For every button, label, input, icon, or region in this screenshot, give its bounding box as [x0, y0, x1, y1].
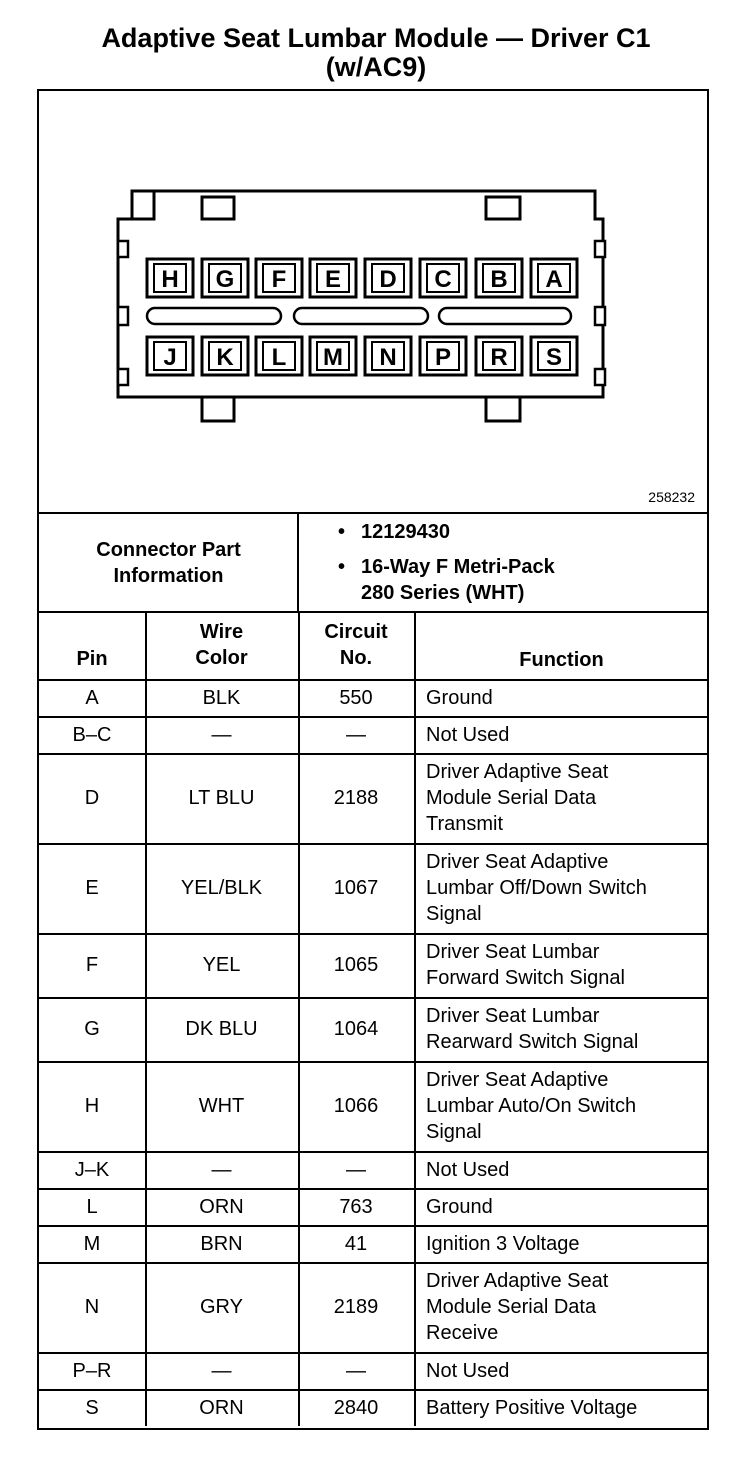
function-text	[426, 1194, 493, 1220]
cell-function	[414, 1151, 709, 1188]
header-wire-color	[145, 619, 298, 671]
cell-circuit-no: 2189	[333, 1296, 379, 1318]
diagram-number: 258232	[648, 489, 695, 505]
header-wire-line2: Color	[195, 647, 248, 669]
cell-wire-color: WHT	[198, 1095, 245, 1117]
function-line: Not Used	[426, 1158, 510, 1181]
cell-function	[414, 1352, 709, 1389]
pin-label-s: S	[545, 344, 563, 371]
function-line: Rearward Switch Signal	[426, 1031, 639, 1053]
cell-function	[414, 1389, 709, 1426]
cell-circuit-no: 1066	[333, 1095, 379, 1117]
cell-circuit-no: —	[346, 723, 366, 746]
pin-cavities	[147, 259, 577, 375]
cell-pin: N	[84, 1296, 100, 1318]
header-circuit-line2: No.	[339, 647, 373, 669]
cell-wire-color: ORN	[199, 1195, 244, 1218]
pin-label-r: R	[490, 344, 508, 371]
function-line: Driver Seat Adaptive	[426, 851, 609, 873]
pin-label-j: J	[163, 344, 177, 371]
cell-circuit-no: 763	[339, 1195, 373, 1218]
bullet-icon: •	[338, 521, 346, 543]
side-nub-right-2	[595, 307, 605, 325]
cell-circuit-no: 41	[344, 1232, 368, 1255]
rib-slot-1	[147, 308, 281, 324]
function-line: Not Used	[426, 1359, 510, 1382]
pin-label-e: E	[324, 266, 342, 293]
rib-slot-2	[294, 308, 428, 324]
connector-info-item-part	[335, 519, 555, 545]
rib-slot-3	[439, 308, 571, 324]
side-nub-right-3	[595, 369, 605, 385]
header-pin: Pin	[76, 648, 108, 670]
pin-label-h: H	[161, 266, 179, 293]
cell-pin: A	[85, 686, 99, 709]
cell-circuit-no: 550	[339, 686, 373, 709]
cell-function	[414, 1225, 709, 1262]
cell-wire-color: —	[211, 1158, 232, 1181]
cell-function	[414, 1061, 709, 1151]
side-nub-left-3	[118, 369, 128, 385]
cell-pin: H	[84, 1095, 100, 1117]
pin-label-k: K	[216, 344, 234, 371]
function-text	[426, 939, 625, 991]
function-line: Driver Adaptive Seat	[426, 761, 609, 783]
column-divider	[145, 611, 147, 1426]
top-tab-left	[202, 197, 234, 219]
function-line: Not Used	[426, 723, 510, 746]
cell-wire-color: —	[211, 1359, 232, 1382]
function-text	[426, 1067, 636, 1145]
function-line: Transmit	[426, 813, 504, 835]
cell-pin: M	[83, 1232, 101, 1255]
cell-pin: S	[85, 1396, 99, 1419]
cell-function	[414, 716, 709, 753]
pin-label-p: P	[434, 344, 452, 371]
column-divider	[298, 611, 300, 1426]
side-nub-left-2	[118, 307, 128, 325]
connector-info-item-type	[335, 554, 555, 606]
cell-wire-color: DK BLU	[185, 1018, 258, 1040]
connector-type-line1: 16-Way F Metri-Pack	[361, 556, 555, 578]
function-line: Signal	[426, 903, 482, 925]
function-line: Module Serial Data	[426, 787, 597, 809]
cell-wire-color: GRY	[200, 1296, 243, 1318]
cell-function	[414, 933, 709, 997]
pin-label-g: G	[215, 266, 235, 293]
connector-info-label-line1: Connector Part	[96, 539, 241, 561]
function-text	[426, 1268, 608, 1346]
header-function: Function	[519, 649, 604, 671]
page-subtitle: (w/AC9)	[325, 52, 427, 82]
cell-wire-color: ORN	[199, 1396, 244, 1419]
header-circuit-no	[298, 619, 414, 671]
cell-wire-color: YEL	[202, 954, 241, 976]
divider-diagram	[39, 512, 707, 514]
cell-circuit-no: 1065	[333, 954, 379, 976]
function-line: Battery Positive Voltage	[426, 1396, 638, 1419]
connector-info-label-line2: Information	[113, 565, 224, 587]
pin-label-n: N	[379, 344, 397, 371]
cell-wire-color: BRN	[200, 1232, 243, 1255]
function-line: Lumbar Auto/On Switch	[426, 1095, 637, 1117]
cell-function	[414, 843, 709, 933]
divider-cpi-bottom	[39, 611, 707, 613]
pin-label-d: D	[379, 266, 397, 293]
function-line: Forward Switch Signal	[426, 967, 625, 989]
function-text	[426, 685, 493, 711]
pin-label-a: A	[545, 266, 563, 293]
cell-pin: B–C	[72, 723, 112, 746]
cell-pin: J–K	[74, 1158, 110, 1181]
column-divider	[414, 611, 416, 1426]
cell-function	[414, 679, 709, 716]
latch-step	[132, 191, 154, 219]
function-line: Ground	[426, 1195, 493, 1218]
function-text	[426, 1358, 509, 1384]
cell-circuit-no: 2188	[333, 787, 379, 809]
connector-type-line2: 280 Series (WHT)	[361, 582, 525, 604]
side-nub-right-1	[595, 241, 605, 257]
header-circuit-line1: Circuit	[324, 621, 388, 643]
bottom-tab-right	[486, 397, 520, 421]
connector-info-label	[39, 537, 298, 589]
cell-pin: D	[84, 787, 100, 809]
function-text	[426, 759, 608, 837]
function-line: Module Serial Data	[426, 1296, 597, 1318]
function-line: Ground	[426, 686, 493, 709]
cell-circuit-no: —	[346, 1359, 366, 1382]
cell-function	[414, 753, 709, 843]
bullet-icon: •	[338, 556, 346, 578]
cell-circuit-no: 1067	[333, 877, 379, 899]
function-line: Receive	[426, 1322, 499, 1344]
cell-wire-color: BLK	[202, 686, 241, 709]
function-line: Lumbar Off/Down Switch	[426, 877, 647, 899]
cell-pin: L	[86, 1195, 98, 1218]
function-text	[426, 1157, 509, 1183]
function-line: Signal	[426, 1121, 482, 1143]
function-text	[426, 722, 509, 748]
function-line: Driver Seat Adaptive	[426, 1069, 609, 1091]
pin-label-f: F	[271, 266, 287, 293]
cell-wire-color: —	[211, 723, 232, 746]
cell-pin: F	[85, 954, 99, 976]
cell-pin: P–R	[72, 1359, 112, 1382]
cell-pin: G	[84, 1018, 100, 1040]
cell-function	[414, 1262, 709, 1352]
connector-sheet	[37, 89, 709, 1430]
connector-diagram	[39, 91, 707, 515]
pin-label-m: M	[323, 344, 343, 371]
top-tab-right	[486, 197, 520, 219]
function-text	[426, 1003, 638, 1055]
cell-function	[414, 1188, 709, 1225]
page-title: Adaptive Seat Lumbar Module — Driver C1	[101, 23, 651, 53]
cell-wire-color: YEL/BLK	[180, 877, 263, 899]
cell-circuit-no: —	[346, 1158, 366, 1181]
cell-wire-color: LT BLU	[188, 787, 255, 809]
cell-circuit-no: 1064	[333, 1018, 379, 1040]
side-nub-left-1	[118, 241, 128, 257]
function-text	[426, 1395, 637, 1421]
part-number: 12129430	[361, 521, 450, 543]
pin-label-b: B	[490, 266, 508, 293]
function-text	[426, 849, 647, 927]
pin-label-c: C	[434, 266, 452, 293]
bottom-tab-left	[202, 397, 234, 421]
function-line: Driver Seat Lumbar	[426, 941, 600, 963]
function-text	[426, 1231, 579, 1257]
header-wire-line1: Wire	[199, 621, 244, 643]
function-line: Driver Seat Lumbar	[426, 1005, 600, 1027]
function-line: Ignition 3 Voltage	[426, 1232, 580, 1255]
cell-pin: E	[85, 877, 99, 899]
pin-label-l: L	[271, 344, 287, 371]
function-line: Driver Adaptive Seat	[426, 1270, 609, 1292]
connector-info-list	[335, 519, 555, 606]
cell-circuit-no: 2840	[333, 1396, 379, 1419]
cell-function	[414, 997, 709, 1061]
connector-face-drawing	[39, 91, 711, 515]
